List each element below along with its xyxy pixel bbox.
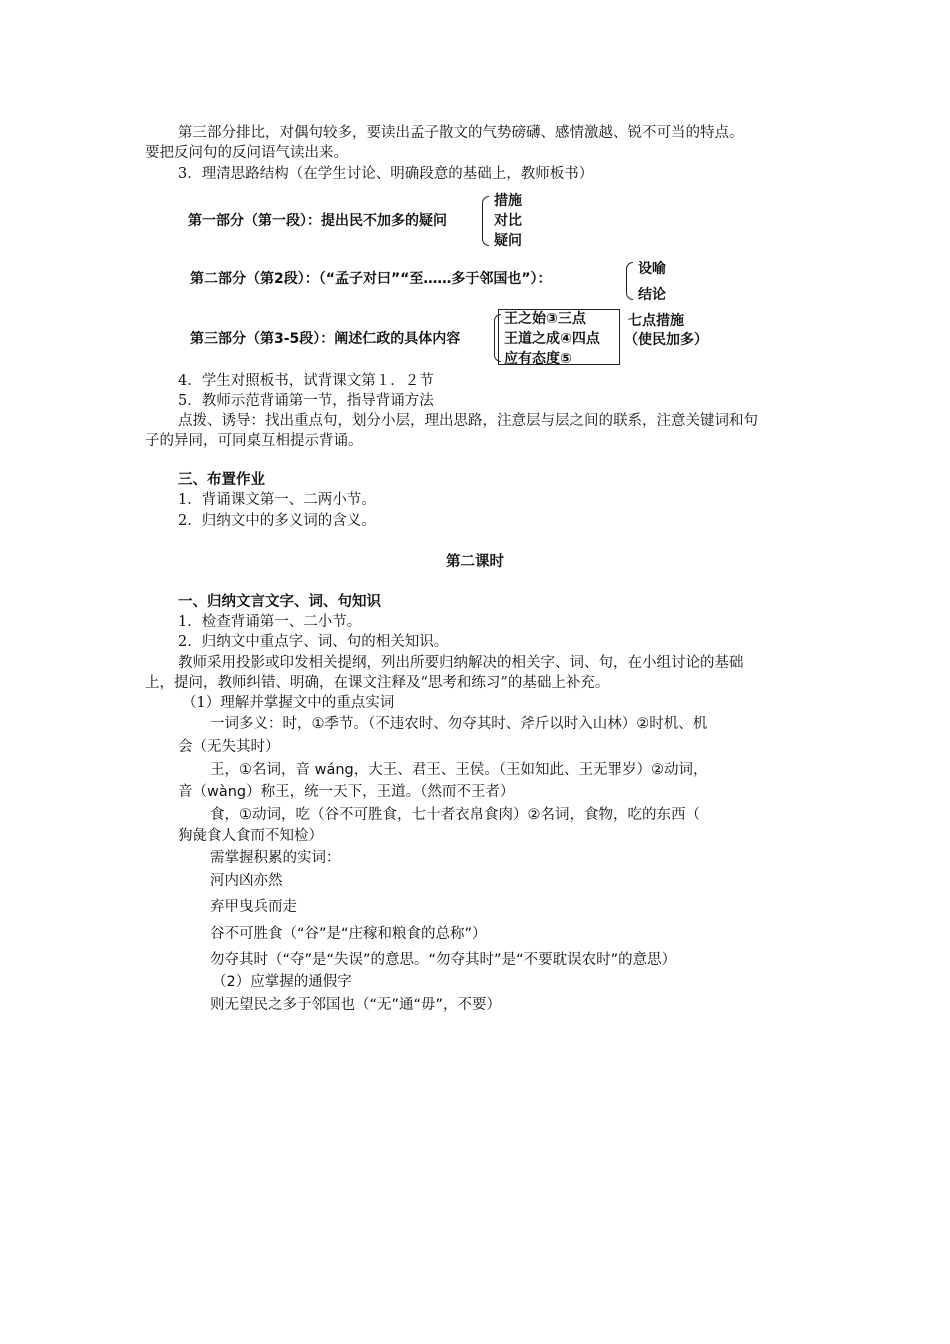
step-3: 3．理清思路结构（在学生讨论、明确段意的基础上，教师板书） bbox=[178, 166, 594, 182]
content-line: 弃甲曳兵而走 bbox=[210, 899, 297, 915]
content-line: 狗彘食人食而不知检） bbox=[178, 828, 323, 844]
guide-line2: 子的异同，可同桌互相提示背诵。 bbox=[145, 433, 363, 449]
board-part3-item: 应有态度⑤ bbox=[504, 351, 572, 367]
lesson2-title: 第二课时 bbox=[446, 553, 504, 570]
content-line: 需掌握积累的实词： bbox=[210, 850, 341, 866]
paragraph-part3-line1: 第三部分排比，对偶句较多，要读出孟子散文的气势磅礴、感情激越、锐不可当的特点。 bbox=[178, 125, 744, 141]
content-line: 会（无失其时） bbox=[178, 739, 280, 755]
board-part3-item: 王道之成④四点 bbox=[504, 331, 600, 347]
homework-item: 2．归纳文中的多义词的含义。 bbox=[178, 513, 376, 529]
content-line: 王，①名词，音 wáng，大王、君王、王侯。（王如知此、王无罪岁）②动词， bbox=[210, 762, 708, 778]
board-part1-item: 对比 bbox=[494, 213, 522, 229]
lesson2-item: 2．归纳文中重点字、词、句的相关知识。 bbox=[178, 634, 449, 650]
brace-part2 bbox=[626, 262, 633, 300]
homework-item: 1．背诵课文第一、二两小节。 bbox=[178, 492, 376, 508]
content-line: 则无望民之多于邻国也（“无”通“毋”，不要） bbox=[210, 997, 502, 1013]
subheading-key-words: （1）理解并掌握文中的重点实词 bbox=[182, 695, 395, 711]
content-line: 河内凶亦然 bbox=[210, 873, 283, 889]
content-line: 音（wàng）称王，统一天下，王道。（然而不王者） bbox=[178, 784, 515, 800]
content-line: 一词多义：时，①季节。（不违农时、勿夺其时、斧斤以时入山林）②时机、机 bbox=[210, 716, 708, 732]
board-part1: 第一部分（第一段）：提出民不加多的疑问 bbox=[188, 213, 447, 229]
lesson2-item: 1．检查背诵第一、二小节。 bbox=[178, 614, 362, 630]
content-line: 谷不可胜食（“谷”是“庄稼和粮食的总称”） bbox=[210, 926, 487, 942]
lesson2-para-line1: 教师采用投影或印发相关提纲，列出所要归纳解决的相关字、词、句，在小组讨论的基础 bbox=[178, 655, 744, 671]
content-line: 勿夺其时（“夺”是“失误”的意思。“勿夺其时”是“不要耽误农时”的意思） bbox=[210, 952, 677, 968]
lesson2-para-line2: 上，提问，教师纠错、明确，在课文注释及“思考和练习”的基础上补充。 bbox=[145, 675, 610, 691]
board-part2-item: 设喻 bbox=[638, 261, 666, 277]
step-4: 4．学生对照板书，试背课文第１．２节 bbox=[178, 373, 434, 389]
board-part3-right: （使民加多） bbox=[624, 332, 708, 348]
step-5: 5．教师示范背诵第一节，指导背诵方法 bbox=[178, 393, 434, 409]
blackboard-diagram bbox=[180, 188, 720, 368]
guide-line1: 点拨、诱导：找出重点句，划分小层，理出思路，注意层与层之间的联系，注意关键词和句 bbox=[178, 413, 758, 429]
paragraph-part3-line2: 要把反问句的反问语气读出来。 bbox=[145, 145, 348, 161]
content-line: （2）应掌握的通假字 bbox=[212, 974, 352, 990]
board-part2: 第二部分（第2段）：（“孟子对曰”“至……多于邻国也”）： bbox=[190, 271, 552, 287]
board-part3-right: 七点措施 bbox=[628, 313, 684, 329]
brace-part1 bbox=[482, 196, 489, 246]
board-part1-item: 措施 bbox=[494, 193, 522, 209]
homework-heading: 三、布置作业 bbox=[178, 471, 265, 488]
lesson2-heading: 一、归纳文言文字、词、句知识 bbox=[178, 593, 381, 610]
board-part2-item: 结论 bbox=[638, 287, 666, 303]
content-line: 食，①动词，吃（谷不可胜食，七十者衣帛食肉）②名词，食物，吃的东西（ bbox=[210, 807, 700, 823]
board-part3-item: 王之始③三点 bbox=[504, 311, 586, 327]
board-part1-item: 疑问 bbox=[494, 233, 522, 249]
board-part3: 第三部分（第3-5段）：阐述仁政的具体内容 bbox=[190, 331, 461, 347]
